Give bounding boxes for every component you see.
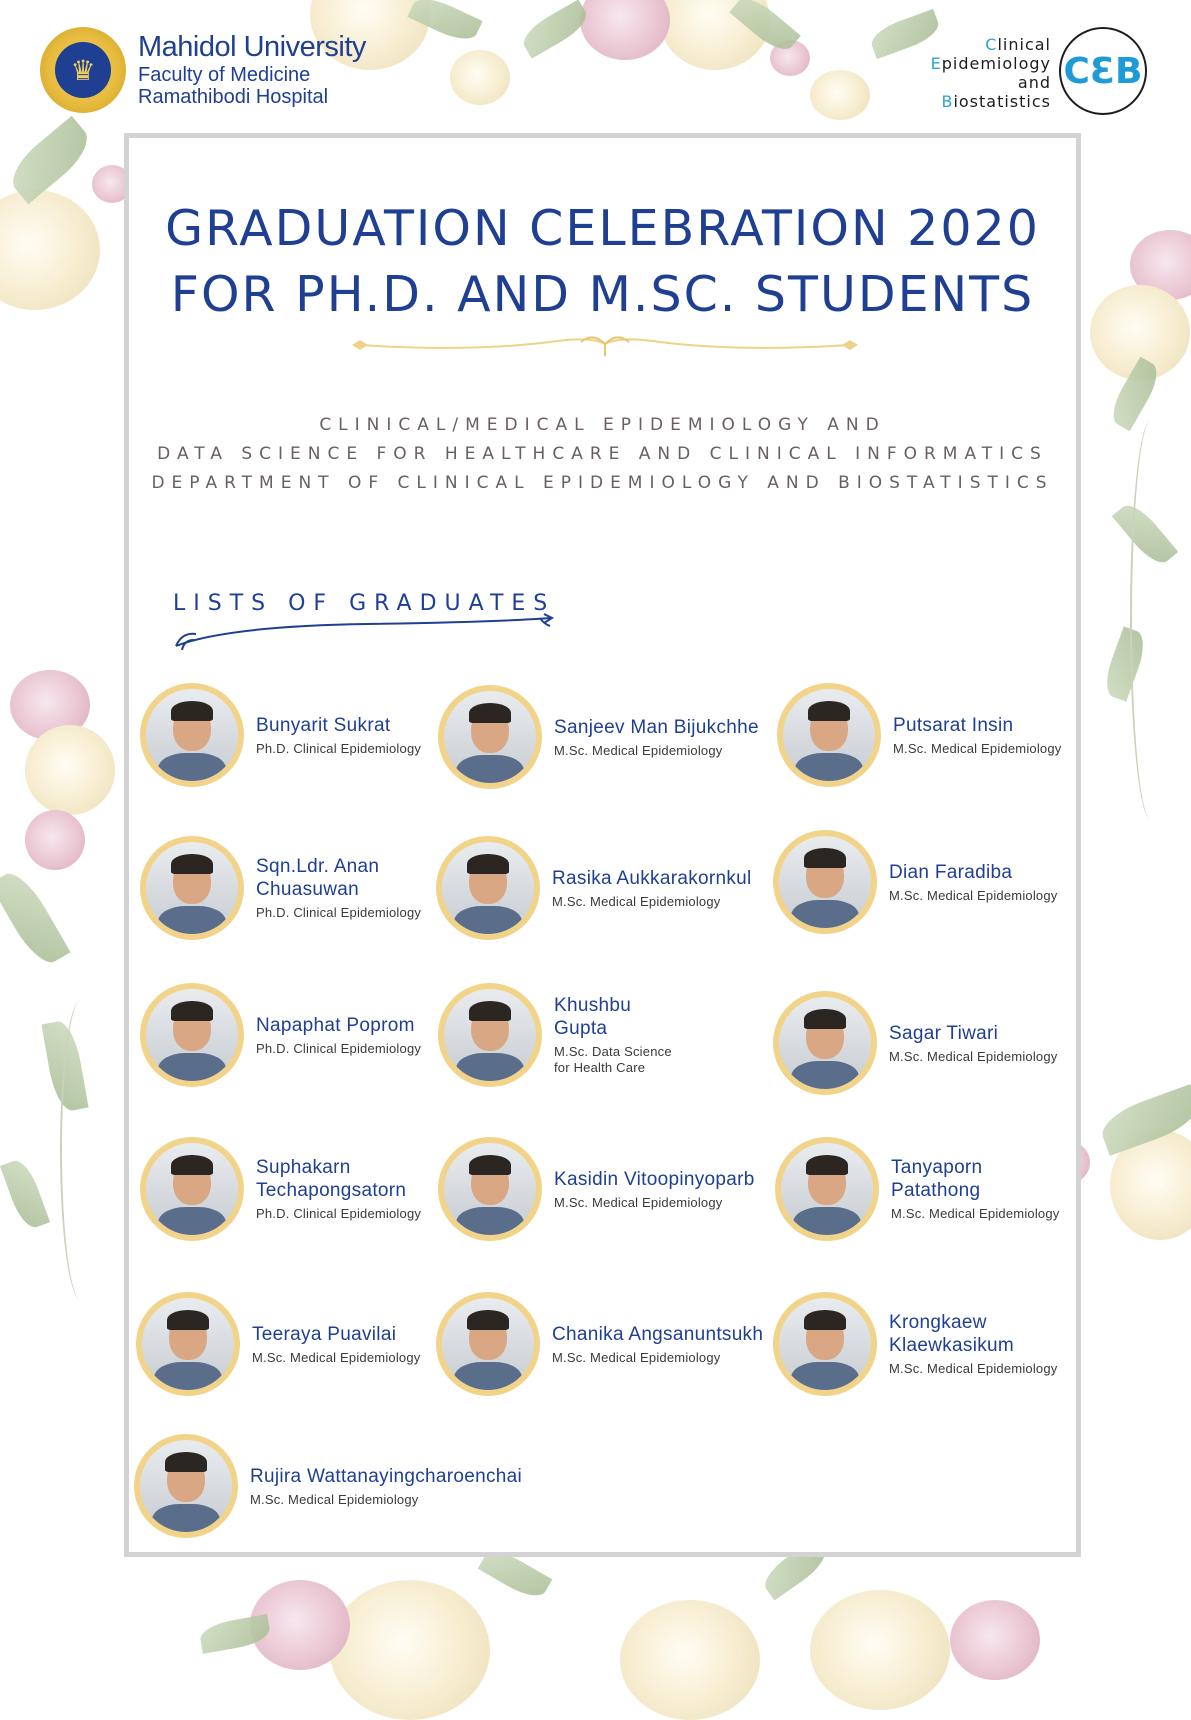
university-name: Mahidol University [138,31,366,63]
graduate-photo [436,836,540,940]
list-heading: LISTS OF GRADUATES [173,591,556,616]
graduate-degree: M.Sc. Medical Epidemiology [552,1349,721,1365]
graduate-degree: M.Sc. Medical Epidemiology [252,1349,421,1365]
program-line-1: CLINICAL/MEDICAL EPIDEMIOLOGY AND [319,415,886,435]
graduate-name: Sqn.Ldr. Anan Chuasuwan [256,856,380,900]
graduate-card [140,983,421,1087]
graduate-name: Dian Faradiba [889,861,1013,883]
graduate-photo [140,683,244,787]
graduate-photo [140,1137,244,1241]
graduate-photo [140,983,244,1087]
graduate-photo [438,685,542,789]
graduate-name: Bunyarit Sukrat [256,714,391,736]
graduate-photo [773,830,877,934]
ceb-logo-icon: CƐB [1059,27,1147,115]
graduate-card [140,1137,436,1241]
hospital-name: Ramathibodi Hospital [138,86,329,108]
graduate-card [773,1292,1069,1396]
mahidol-university-seal-icon: ♛ [40,27,126,113]
graduate-photo [777,683,881,787]
title-line-2: FOR PH.D. AND M.SC. STUDENTS [170,266,1035,323]
graduate-name: Sagar Tiwari [889,1022,999,1044]
graduate-degree: Ph.D. Clinical Epidemiology [256,905,422,920]
graduate-card [438,685,759,789]
graduate-card [438,983,684,1087]
graduate-degree: M.Sc. Medical Epidemiology [889,1048,1058,1064]
graduate-photo [773,991,877,1095]
graduate-degree: M.Sc. Medical Epidemiology [554,1194,723,1210]
graduate-card [775,1137,1071,1241]
graduate-card [134,1434,522,1538]
graduate-name: Khushbu Gupta [554,995,632,1039]
graduate-photo [134,1434,238,1538]
graduate-card [136,1292,421,1396]
graduate-degree: M.Sc. Medical Epidemiology [889,887,1058,903]
graduate-name: Putsarat Insin [893,714,1014,736]
graduate-photo [436,1292,540,1396]
graduate-photo [773,1292,877,1396]
graduate-name: Kasidin Vitoopinyoparb [554,1168,755,1190]
graduate-name: Rujira Wattanayingcharoenchai [250,1465,523,1487]
graduate-photo [136,1292,240,1396]
graduate-name: Suphakarn Techapongsatorn [256,1157,407,1201]
program-line-2: DATA SCIENCE FOR HEALTHCARE AND CLINICAL INFORMATICS [157,444,1048,464]
graduate-degree: M.Sc. Medical Epidemiology [891,1206,1060,1221]
graduate-card [436,836,752,940]
program-line-3: DEPARTMENT OF CLINICAL EPIDEMIOLOGY AND BIOSTATISTICS [151,473,1054,493]
graduate-degree: M.Sc. Medical Epidemiology [250,1491,419,1507]
graduate-name: Tanyaporn Patathong [891,1157,983,1201]
graduate-card [438,1137,755,1241]
program-description [124,411,1081,498]
graduate-degree: M.Sc. Medical Epidemiology [554,742,723,758]
graduate-degree: M.Sc. Medical Epidemiology [889,1361,1058,1376]
graduate-card [140,836,426,940]
graduate-card [140,683,421,787]
department-logo-text: Clinical Epidemiology and Biostatistics [930,35,1051,111]
graduate-card [773,830,1058,934]
graduate-photo [140,836,244,940]
graduate-card [773,991,1058,1095]
graduate-card [436,1292,763,1396]
title-divider-ornament [350,330,860,360]
graduate-degree: M.Sc. Medical Epidemiology [552,893,721,909]
faculty-name: Faculty of Medicine [138,64,311,86]
graduate-degree: Ph.D. Clinical Epidemiology [256,740,422,756]
graduate-card [777,683,1062,787]
list-heading-flourish [168,606,560,656]
graduate-degree: Ph.D. Clinical Epidemiology [256,1040,422,1056]
page-title [124,196,1081,328]
graduate-degree: Ph.D. Clinical Epidemiology [256,1206,422,1221]
graduate-photo [775,1137,879,1241]
graduate-name: Chanika Angsanuntsukh [552,1323,764,1345]
university-header [138,30,366,108]
graduate-degree: M.Sc. Medical Epidemiology [893,740,1062,756]
graduate-photo [438,983,542,1087]
graduate-name: Sanjeev Man Bijukchhe [554,716,759,738]
graduate-degree: M.Sc. Data Science for Health Care [554,1044,672,1075]
graduate-name: Krongkaew Klaewkasikum [889,1312,1015,1356]
graduate-name: Napaphat Poprom [256,1014,415,1036]
title-line-1: GRADUATION CELEBRATION 2020 [165,200,1040,257]
graduate-name: Teeraya Puavilai [252,1323,397,1345]
graduate-photo [438,1137,542,1241]
graduate-name: Rasika Aukkarakornkul [552,867,752,889]
